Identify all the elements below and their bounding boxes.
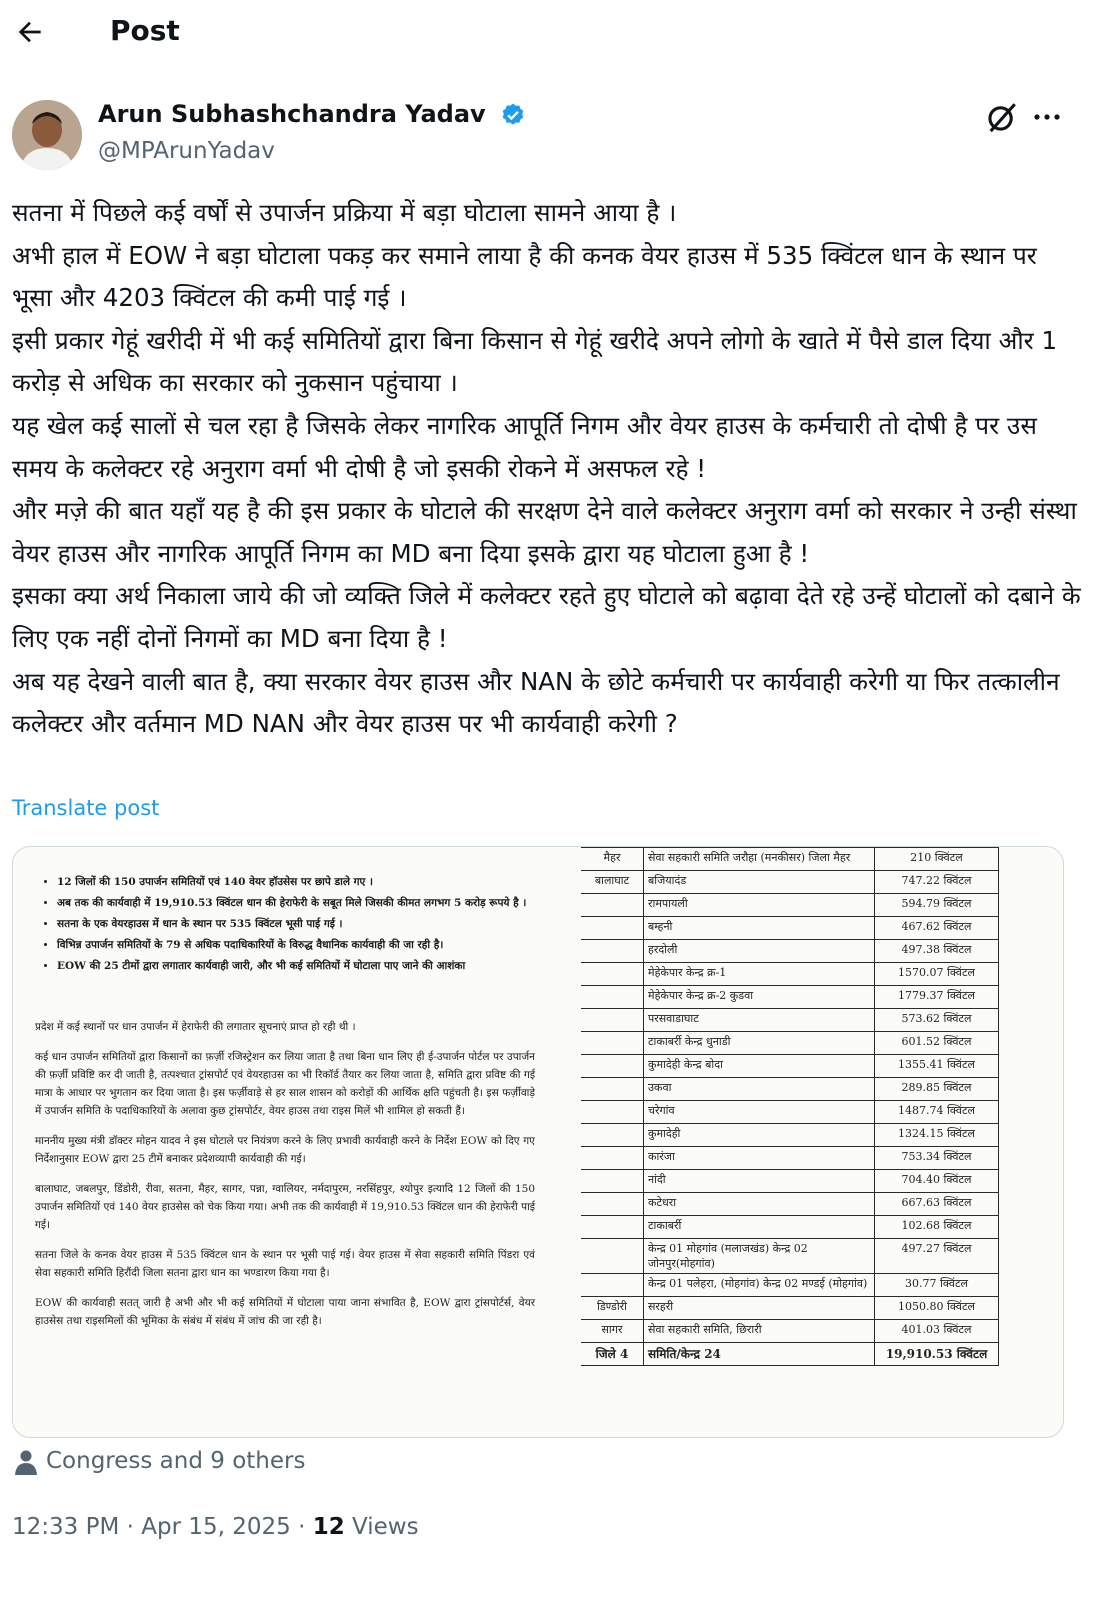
table-cell-district xyxy=(581,1078,644,1101)
person-icon xyxy=(14,1449,38,1475)
post-timestamp[interactable]: 12:33 PM · Apr 15, 2025 · xyxy=(12,1514,313,1540)
table-cell-district: डिण्डोरी xyxy=(581,1297,644,1320)
table-cell-committee: केन्द्र 01 पलेहरा, (मोहगांव) केन्द्र 02 मण्डई (मोहगांव) xyxy=(644,1274,875,1297)
table-cell-district xyxy=(581,1147,644,1170)
page-title: Post xyxy=(110,14,180,47)
table-cell-quantity: 1487.74 क्विंटल xyxy=(875,1101,999,1124)
table-cell-quantity: 1355.41 क्विंटल xyxy=(875,1055,999,1078)
author-handle[interactable]: @MPArunYadav xyxy=(98,138,275,164)
table-row xyxy=(581,986,999,1009)
table-cell-quantity: 601.52 क्विंटल xyxy=(875,1032,999,1055)
table-cell-district xyxy=(581,1274,644,1297)
table-cell-district: सागर xyxy=(581,1320,644,1343)
document-paragraph: माननीय मुख्य मंत्री डॉक्टर मोहन यादव ने इस घोटाले पर नियंत्रण करने के लिए प्रभावी कार्यवाही करने के निर्देश EOW को दिए गए निर्देशानुसार EOW द्वारा 25 टीमें बनाकर प्रदेशव्यापी कार्यवाही की गई। xyxy=(35,1135,535,1165)
document-bullet: • 12 जिलों की 150 उपार्जन समितियों एवं 140 वेयर हॉउसेस पर छापे डाले गए । xyxy=(57,873,535,891)
table-row xyxy=(581,1320,999,1343)
table-cell-quantity: 704.40 क्विंटल xyxy=(875,1170,999,1193)
table-row xyxy=(581,871,999,894)
post-text xyxy=(12,192,1082,746)
table-cell-district: मैहर xyxy=(581,848,644,871)
post-line: इसका क्या अर्थ निकाला जाये की जो व्यक्ति जिले में कलेक्टर रहते हुए घोटाले को बढ़ावा देते रहे उन्हें घोटालों को दबाने के लिए एक नहीं दोनों निगमों का MD बना दिया है ! xyxy=(12,581,1081,653)
table-cell-quantity: 102.68 क्विंटल xyxy=(875,1216,999,1239)
document-paragraph: EOW की कार्यवाही सतत् जारी है अभी और भी कई समितियों में घोटाला पाया जाना संभावित है, EOW द्वारा ट्रांसपोर्टर्स, वेयर हाउसेस तथा राइसमिलों की भूमिका के संबंध में संबंध में जांच की जा रही है। xyxy=(35,1297,535,1327)
document-paragraph: कई धान उपार्जन समितियों द्वारा किसानों का फ़र्ज़ी रजिस्ट्रेशन कर लिया जाता है तथा बिना धान लिए ही ई-उपार्जन पोर्टल पर उपार्जन की फ़र्ज़ी प्रविष्टि कर दी जाती है, तत्पश्चात ट्रांसपोर्ट एवं वेयरहाउस का भी रिकॉर्ड तैयार कर लिया जाता है, समिति द्वारा प्रविष्ट की गई मात्रा के आधार पर भुगतान कर दिया जाता है। इस फर्ज़ीवाड़े से हर साल शासन को करोड़ों की आर्थिक क्षति पहुंचती है। इस फर्ज़ीवाड़े में उपार्जन समिति के पदाधिकारियों के अलावा कुछ ट्रांसपोर्टर, वेयर हाउस तथा राइस मिलें भी शामिल हो सकती हैं। xyxy=(35,1051,535,1117)
post-line: सतना में पिछले कई वर्षों से उपार्जन प्रक्रिया में बड़ा घोटाला सामने आया है । xyxy=(12,198,677,227)
avatar[interactable] xyxy=(12,100,82,170)
table-cell-committee: नांदी xyxy=(644,1170,875,1193)
post-line: और मज़े की बात यहाँ यह है की इस प्रकार के घोटाले की सरक्षण देने वाले कलेक्टर अनुराग वर्मा को सरकार ने उन्ही संस्था वेयर हाउस और नागरिक आपूर्ति निगम का MD बना दिया इसके द्वारा यह घोटाला हुआ है ! xyxy=(12,496,1077,568)
table-row xyxy=(581,940,999,963)
back-arrow-icon[interactable] xyxy=(14,16,46,48)
table-row xyxy=(581,1032,999,1055)
top-bar xyxy=(0,0,1098,70)
views-label: Views xyxy=(344,1514,419,1540)
table-cell-committee: कारंजा xyxy=(644,1147,875,1170)
table-row xyxy=(581,1297,999,1320)
table-cell-district xyxy=(581,940,644,963)
table-row xyxy=(581,1055,999,1078)
table-cell-committee: सरहरी xyxy=(644,1297,875,1320)
table-cell-committee: परसवाडाघाट xyxy=(644,1009,875,1032)
table-cell-quantity: 1779.37 क्विंटल xyxy=(875,986,999,1009)
document-table xyxy=(581,847,999,1366)
table-cell-quantity: 467.62 क्विंटल xyxy=(875,917,999,940)
post-line: यह खेल कई सालों से चल रहा है जिसके लेकर नागरिक आपूर्ति निगम और वेयर हाउस के कर्मचारी तो दोषी है पर उस समय के कलेक्टर रहे अनुराग वर्मा भी दोषी है जो इसकी रोकने में असफल रहे ! xyxy=(12,410,1037,483)
table-cell-district: जिले 4 xyxy=(581,1343,644,1366)
table-cell-committee: समिति/केन्द्र 24 xyxy=(644,1343,875,1366)
table-cell-quantity: 747.22 क्विंटल xyxy=(875,871,999,894)
table-cell-district xyxy=(581,1216,644,1239)
reposted-by[interactable] xyxy=(14,1448,305,1475)
table-cell-committee: बजियादंड xyxy=(644,871,875,894)
table-row xyxy=(581,917,999,940)
table-cell-committee: हरदोली xyxy=(644,940,875,963)
table-row xyxy=(581,894,999,917)
grok-icon[interactable] xyxy=(985,100,1019,134)
table-cell-committee: केन्द्र 01 मोहगांव (मलाजखंड) केन्द्र 02 जोनपुर(मोहगांव) xyxy=(644,1239,875,1274)
table-cell-quantity: 594.79 क्विंटल xyxy=(875,894,999,917)
more-icon[interactable] xyxy=(1030,104,1064,130)
table-cell-district xyxy=(581,1124,644,1147)
table-cell-committee: उकवा xyxy=(644,1078,875,1101)
table-cell-committee: कुमादेही केन्द्र बोदा xyxy=(644,1055,875,1078)
document-paragraph: सतना जिले के कनक वेयर हाउस में 535 क्विंटल धान के स्थान पर भूसी पाई गई। वेयर हाउस में सेवा सहकारी समिति पिंडरा एवं सेवा सहकारी समिति हिरौंदी जिला सतना द्वारा धान का भण्डारण किया गया है। xyxy=(35,1249,535,1279)
table-cell-committee: टाकाबर्री केन्द्र धुनाडी xyxy=(644,1032,875,1055)
table-cell-quantity: 667.63 क्विंटल xyxy=(875,1193,999,1216)
table-cell-committee: सेवा सहकारी समिति, छिरारी xyxy=(644,1320,875,1343)
document-bullet: • EOW की 25 टीमों द्वारा लगातार कार्यवाही जारी, और भी कई समितियों में घोटाला पाए जाने की आशंका xyxy=(57,957,535,975)
table-cell-committee: मेहेकेपार केन्द्र क्र-1 xyxy=(644,963,875,986)
avatar-image xyxy=(12,100,82,170)
post-line: अभी हाल में EOW ने बड़ा घोटाला पकड़ कर समाने लाया है की कनक वेयर हाउस में 535 क्विंटल धान के स्थान पर भूसा और 4203 क्विंटल की कमी पाई गई । xyxy=(12,240,1037,313)
table-cell-committee: बम्हनी xyxy=(644,917,875,940)
table-cell-district xyxy=(581,1009,644,1032)
verified-badge-icon xyxy=(500,102,526,128)
table-cell-district xyxy=(581,917,644,940)
table-cell-committee: मेहेकेपार केन्द्र क्र-2 कुडवा xyxy=(644,986,875,1009)
table-cell-district xyxy=(581,986,644,1009)
table-cell-district xyxy=(581,894,644,917)
table-row xyxy=(581,1124,999,1147)
table-cell-committee: कटेधरा xyxy=(644,1193,875,1216)
table-cell-committee: रामपायली xyxy=(644,894,875,917)
table-row xyxy=(581,1009,999,1032)
table-total-row xyxy=(581,1343,999,1366)
table-cell-quantity: 19,910.53 क्विंटल xyxy=(875,1343,999,1366)
table-cell-quantity: 497.38 क्विंटल xyxy=(875,940,999,963)
table-row xyxy=(581,1193,999,1216)
table-row xyxy=(581,963,999,986)
table-cell-district xyxy=(581,1032,644,1055)
table-cell-committee: सेवा सहकारी समिति जरौहा (मनकीसर) जिला मैहर xyxy=(644,848,875,871)
table-cell-committee: टाकाबर्री xyxy=(644,1216,875,1239)
table-cell-district xyxy=(581,1193,644,1216)
post-line: अब यह देखने वाली बात है, क्या सरकार वेयर हाउस और NAN के छोटे कर्मचारी पर कार्यवाही करेगी या फिर तत्कालीन कलेक्टर और वर्तमान MD NAN और वेयर हाउस पर भी कार्यवाही करेगी ? xyxy=(12,666,1060,739)
post-line: इसी प्रकार गेहूं खरीदी में भी कई समितियों द्वारा बिना किसान से गेहूं खरीदे अपने लोगो के खाते में पैसे डाल दिया और 1 करोड़ से अधिक का सरकार को नुकसान पहुंचाया । xyxy=(12,325,1058,398)
table-cell-quantity: 573.62 क्विंटल xyxy=(875,1009,999,1032)
document-bullet: • सतना के एक वेयरहाउस में धान के स्थान पर 535 क्विंटल भूसी पाई गई । xyxy=(57,915,535,933)
table-cell-committee: कुमादेही xyxy=(644,1124,875,1147)
reposted-by-label: Congress and 9 others xyxy=(46,1448,306,1474)
views-count: 12 xyxy=(312,1514,345,1540)
table-cell-quantity: 753.34 क्विंटल xyxy=(875,1147,999,1170)
table-row xyxy=(581,1216,999,1239)
table-cell-quantity: 1050.80 क्विंटल xyxy=(875,1297,999,1320)
table-cell-committee: चरेगांव xyxy=(644,1101,875,1124)
table-cell-quantity: 30.77 क्विंटल xyxy=(875,1274,999,1297)
table-row xyxy=(581,1147,999,1170)
table-cell-district xyxy=(581,1101,644,1124)
author-name[interactable] xyxy=(98,100,526,128)
table-cell-district xyxy=(581,1239,644,1274)
document-paragraph: प्रदेश में कई स्थानों पर धान उपार्जन में हेराफेरी की लगातार सूचनाएं प्राप्त हो रही थी । xyxy=(35,1021,356,1033)
table-row xyxy=(581,1101,999,1124)
table-cell-quantity: 289.85 क्विंटल xyxy=(875,1078,999,1101)
post-meta xyxy=(12,1514,419,1540)
document-left-column xyxy=(35,867,535,1330)
table-row xyxy=(581,1239,999,1274)
table-row xyxy=(581,848,999,871)
table-row xyxy=(581,1170,999,1193)
author-name-text: Arun Subhashchandra Yadav xyxy=(98,100,486,128)
table-cell-quantity: 401.03 क्विंटल xyxy=(875,1320,999,1343)
table-row xyxy=(581,1274,999,1297)
table-cell-quantity: 497.27 क्विंटल xyxy=(875,1239,999,1274)
translate-post-link[interactable]: Translate post xyxy=(12,796,160,820)
table-cell-quantity: 210 क्विंटल xyxy=(875,848,999,871)
table-cell-district: बालाघाट xyxy=(581,871,644,894)
table-cell-district xyxy=(581,1170,644,1193)
table-cell-quantity: 1570.07 क्विंटल xyxy=(875,963,999,986)
table-cell-district xyxy=(581,1055,644,1078)
document-bullet: • विभिन्न उपार्जन समितियों के 79 से अधिक पदाधिकारियों के विरुद्ध वैधानिक कार्यवाही की जा रही है। xyxy=(57,936,535,954)
document-bullets xyxy=(35,873,535,975)
attached-image[interactable] xyxy=(12,846,1064,1438)
table-cell-quantity: 1324.15 क्विंटल xyxy=(875,1124,999,1147)
document-bullet: • अब तक की कार्यवाही में 19,910.53 क्विंटल धान की हेराफेरी के सबूत मिले जिसकी कीमत लगभग 5 करोड़ रूपये है । xyxy=(57,894,535,912)
document-paragraph: बालाघाट, जबलपुर, डिंडोरी, रीवा, सतना, मैहर, सागर, पन्ना, ग्वालियर, नर्मदापुरम, नरसिंहपुर, श्योपुर इत्यादि 12 जिलों की 150 उपार्जन समितियों एवं 140 वेयर हाउसेस को चेक किया गया। अभी तक की कार्यवाही में 19,910.53 क्विंटल धान की हेराफेरी पाई गई। xyxy=(35,1183,535,1231)
table-cell-district xyxy=(581,963,644,986)
table-row xyxy=(581,1078,999,1101)
